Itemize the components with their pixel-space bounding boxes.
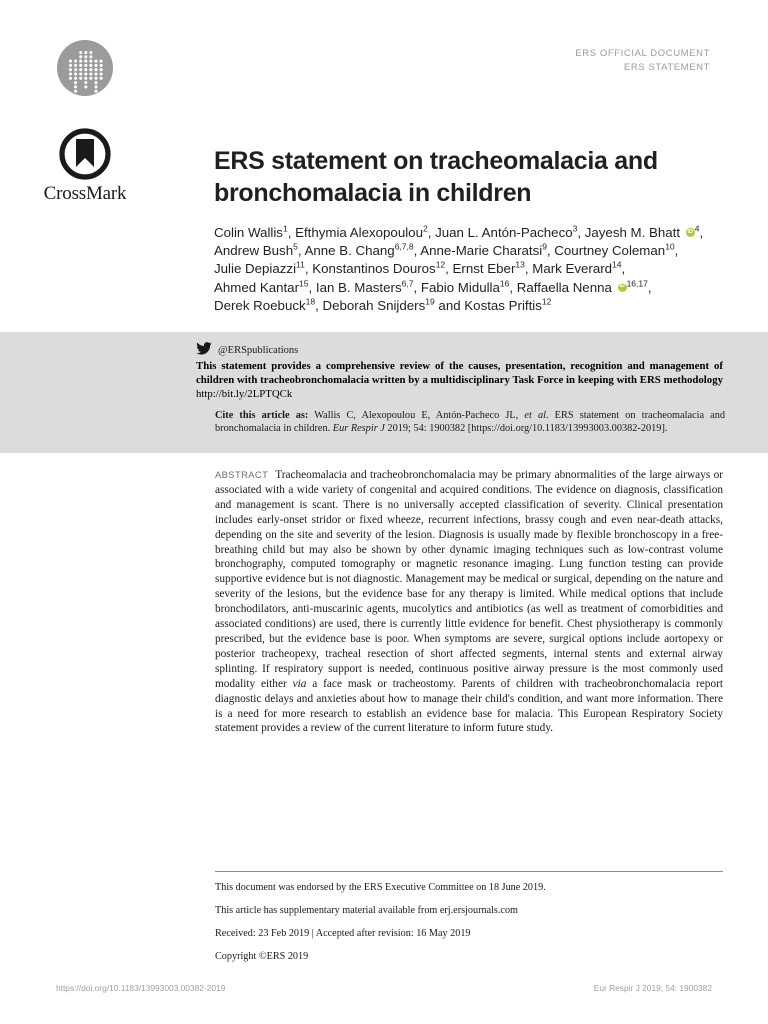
author-line: Derek Roebuck$^{18}$, Deborah Snijders$^{19}$ and Kostas Priftis$^{12}$ — [214, 296, 552, 313]
orcid-icon[interactable] — [686, 228, 695, 237]
author-line: Ahmed Kantar$^{15}$, Ian B. Masters$^{6,7}$, Fabio Midulla$^{16}$, Raffaella Nenna iD$^{16,17}$, — [214, 279, 719, 297]
footnote-copyright: Copyright ©ERS 2019 — [215, 951, 309, 962]
cite-this-article — [215, 409, 725, 436]
footnote-block — [215, 882, 735, 962]
abstract-part-1: Tracheomalacia and tracheobronchomalacia may be primary abnormalities of the large airways or associated with a wide variety of congenital and acquired conditions. The evidence on diagnosis, classification and management is scant. There is no universally accepted classification of severity. Clinical presentation includes early-onset stridor or fixed wheeze, recurrent infections, brassy cough and even near-death attacks, depending on the site and severity of the lesion. Diagnosis is usually made by flexible bronchoscopy in a free-breathing child but may also be shown by other dynamic imaging techniques such as low-contrast volume bronchography, computed tomography or magnetic resonance imaging. Lung function testing can provide supportive evidence but is not diagnostic. Management may be medical or surgical, depending on the nature and severity of the lesions, but the evidence base for any therapy is limited. While medical options that include bronchodilators, anti-muscarinic agents, mucolytics and antibiotics (as well as treatment of comorbidities and associated conditions) are used, there is currently little evidence for benefit. Chest physiotherapy is commonly prescribed, but the evidence base is poor. When symptoms are severe, surgical options include aortopexy or posterior tracheopexy, tracheal resection of short affected segments, internal stents and external airway splinting. If respiratory support is needed, continuous positive airway pressure is the most commonly used modality either — [215, 469, 724, 690]
cite-journal: Eur Respir J — [332, 423, 385, 435]
crossmark-label: CrossMark — [43, 183, 127, 204]
running-head — [575, 47, 710, 75]
twitter-bird-icon — [196, 342, 212, 355]
promo-text — [196, 359, 723, 402]
page-footer — [56, 983, 712, 993]
running-head-line2: ERS STATEMENT — [623, 62, 710, 73]
crossmark-logo[interactable] — [30, 127, 140, 205]
twitter-row — [196, 340, 723, 358]
twitter-promo-block — [196, 340, 723, 402]
cite-rest-1: . ERS statement on tracheomalacia and bronchomalacia in children. — [215, 410, 726, 435]
cite-authors: Wallis C, Alexopoulou E, Antón-Pacheco JL, — [308, 410, 525, 421]
orcid-icon[interactable] — [618, 283, 627, 292]
footnote-supplementary: This article has supplementary material available from erj.ersjournals.com — [215, 905, 518, 916]
abstract-section — [215, 468, 723, 736]
ers-logo — [56, 39, 114, 97]
promo-statement: This statement provides a comprehensive review of the causes, presentation, recognition and management of children with tracheobronchomalacia written by a multidisciplinary Task Force in keeping with ERS methodology — [196, 360, 723, 387]
footnote-dates: Received: 23 Feb 2019 | Accepted after revision: 16 May 2019 — [215, 928, 471, 939]
author-line: Colin Wallis$^1$, Efthymia Alexopoulou$^2$, Juan L. Antón-Pacheco$^3$, Jayesh M. Bhatt $iD^4$, — [214, 224, 719, 242]
author-line: Julie Depiazzi$^{11}$, Konstantinos Douros$^{12}$, Ernst Eber$^{13}$, Mark Everard$^{14}$, — [214, 259, 626, 277]
author-list — [214, 224, 719, 315]
author-line: Andrew Bush$^5$, Anne B. Chang$^{6,7,8}$, Anne-Marie Charatsi$^9$, Courtney Coleman$^{10}$, — [214, 241, 679, 259]
crossmark-icon — [58, 127, 112, 181]
abstract-part-2: a face mask or tracheostomy. Parents of children with tracheobronchomalacia report diagnostic delays and anxieties about how to manage their child's condition, and want more information. There is a need for more research to establish an evidence base for malacia. This European Respiratory Society statement provides a review of the current literature to inform future study. — [215, 677, 723, 735]
twitter-handle[interactable]: @ERSpublications — [218, 345, 299, 356]
cite-rest-2: 2019; 54: 1900382 [https://doi.org/10.1183/13993003.00382-2019]. — [384, 423, 668, 435]
footnote-endorsement: This document was endorsed by the ERS Executive Committee on 18 June 2019. — [215, 882, 546, 893]
abstract-label: ABSTRACT — [215, 469, 269, 480]
abstract-italic-via: via — [292, 677, 307, 690]
running-head-line1: ERS OFFICIAL DOCUMENT — [575, 48, 710, 59]
cite-etal: et al — [524, 410, 546, 421]
footer-doi[interactable]: https://doi.org/10.1183/13993003.00382-2019 — [56, 983, 226, 993]
page-title: ERS statement on tracheomalacia and bronchomalacia in children — [214, 146, 658, 207]
footer-citation: Eur Respir J 2019; 54: 1900382 — [593, 983, 712, 993]
footnote-divider — [215, 871, 723, 872]
promo-link[interactable]: http://bit.ly/2LPTQCk — [196, 388, 293, 401]
cite-label: Cite this article as: — [215, 410, 309, 421]
